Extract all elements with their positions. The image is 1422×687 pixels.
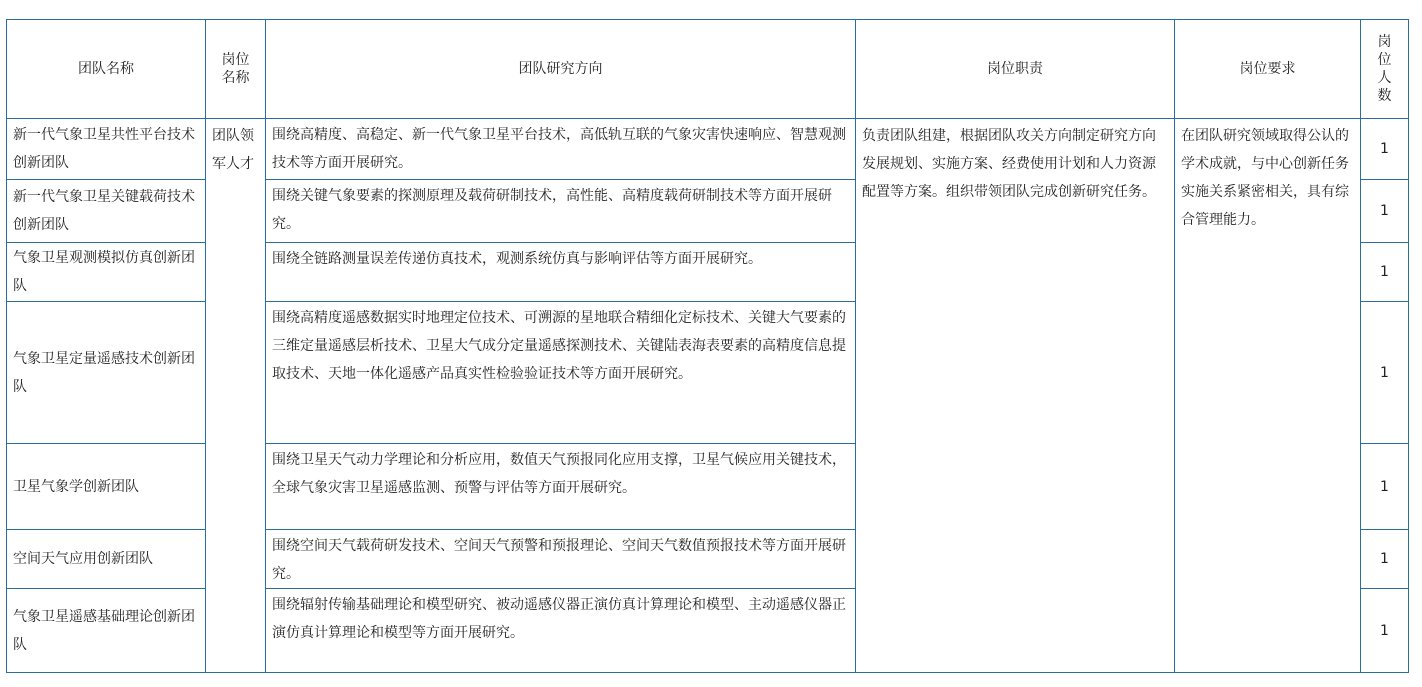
recruitment-table bbox=[6, 19, 1409, 673]
team-name-cell: 气象卫星遥感基础理论创新团队 bbox=[7, 589, 206, 673]
header-requirement: 岗位要求 bbox=[1175, 20, 1361, 119]
post-count-cell: 1 bbox=[1361, 180, 1409, 243]
post-name-cell: 团队领军人才 bbox=[206, 119, 266, 673]
post-count-cell: 1 bbox=[1361, 530, 1409, 589]
research-direction-cell: 围绕高精度、高稳定、新一代气象卫星平台技术，高低轨互联的气象灾害快速响应、智慧观测技术等方面开展研究。 bbox=[266, 119, 856, 180]
research-direction-cell: 围绕全链路测量误差传递仿真技术，观测系统仿真与影响评估等方面开展研究。 bbox=[266, 243, 856, 302]
post-count-cell: 1 bbox=[1361, 444, 1409, 530]
post-count-cell: 1 bbox=[1361, 243, 1409, 302]
header-duty: 岗位职责 bbox=[856, 20, 1175, 119]
table-header-row bbox=[7, 20, 1409, 119]
post-count-cell: 1 bbox=[1361, 119, 1409, 180]
team-name-cell: 空间天气应用创新团队 bbox=[7, 530, 206, 589]
header-research: 团队研究方向 bbox=[266, 20, 856, 119]
team-name-cell: 卫星气象学创新团队 bbox=[7, 444, 206, 530]
research-direction-cell: 围绕空间天气载荷研发技术、空间天气预警和预报理论、空间天气数值预报技术等方面开展研究。 bbox=[266, 530, 856, 589]
team-name-cell: 新一代气象卫星共性平台技术创新团队 bbox=[7, 119, 206, 180]
research-direction-cell: 围绕关键气象要素的探测原理及载荷研制技术，高性能、高精度载荷研制技术等方面开展研究。 bbox=[266, 180, 856, 243]
research-direction-cell: 围绕辐射传输基础理论和模型研究、被动遥感仪器正演仿真计算理论和模型、主动遥感仪器正演仿真计算理论和模型等方面开展研究。 bbox=[266, 589, 856, 673]
post-count-cell: 1 bbox=[1361, 589, 1409, 673]
post-duty-cell: 负责团队组建，根据团队攻关方向制定研究方向发展规划、实施方案、经费使用计划和人力资源配置等方案。组织带领团队完成创新研究任务。 bbox=[856, 119, 1175, 673]
post-requirement-cell: 在团队研究领域取得公认的学术成就，与中心创新任务实施关系紧密相关，具有综合管理能力。 bbox=[1175, 119, 1361, 673]
team-name-cell: 气象卫星观测模拟仿真创新团队 bbox=[7, 243, 206, 302]
research-direction-cell: 围绕高精度遥感数据实时地理定位技术、可溯源的星地联合精细化定标技术、关键大气要素的三维定量遥感层析技术、卫星大气成分定量遥感探测技术、关键陆表海表要素的高精度信息提取技术、天地一体化遥感产品真实性检验验证技术等方面开展研究。 bbox=[266, 302, 856, 444]
table-row bbox=[7, 119, 1409, 180]
header-team-name: 团队名称 bbox=[7, 20, 206, 119]
team-name-cell: 新一代气象卫星关键载荷技术创新团队 bbox=[7, 180, 206, 243]
header-post-name: 岗位名称 bbox=[206, 20, 266, 119]
header-count: 岗位人数 bbox=[1361, 20, 1409, 119]
team-name-cell: 气象卫星定量遥感技术创新团队 bbox=[7, 302, 206, 444]
post-count-cell: 1 bbox=[1361, 302, 1409, 444]
research-direction-cell: 围绕卫星天气动力学理论和分析应用，数值天气预报同化应用支撑，卫星气候应用关键技术，全球气象灾害卫星遥感监测、预警与评估等方面开展研究。 bbox=[266, 444, 856, 530]
